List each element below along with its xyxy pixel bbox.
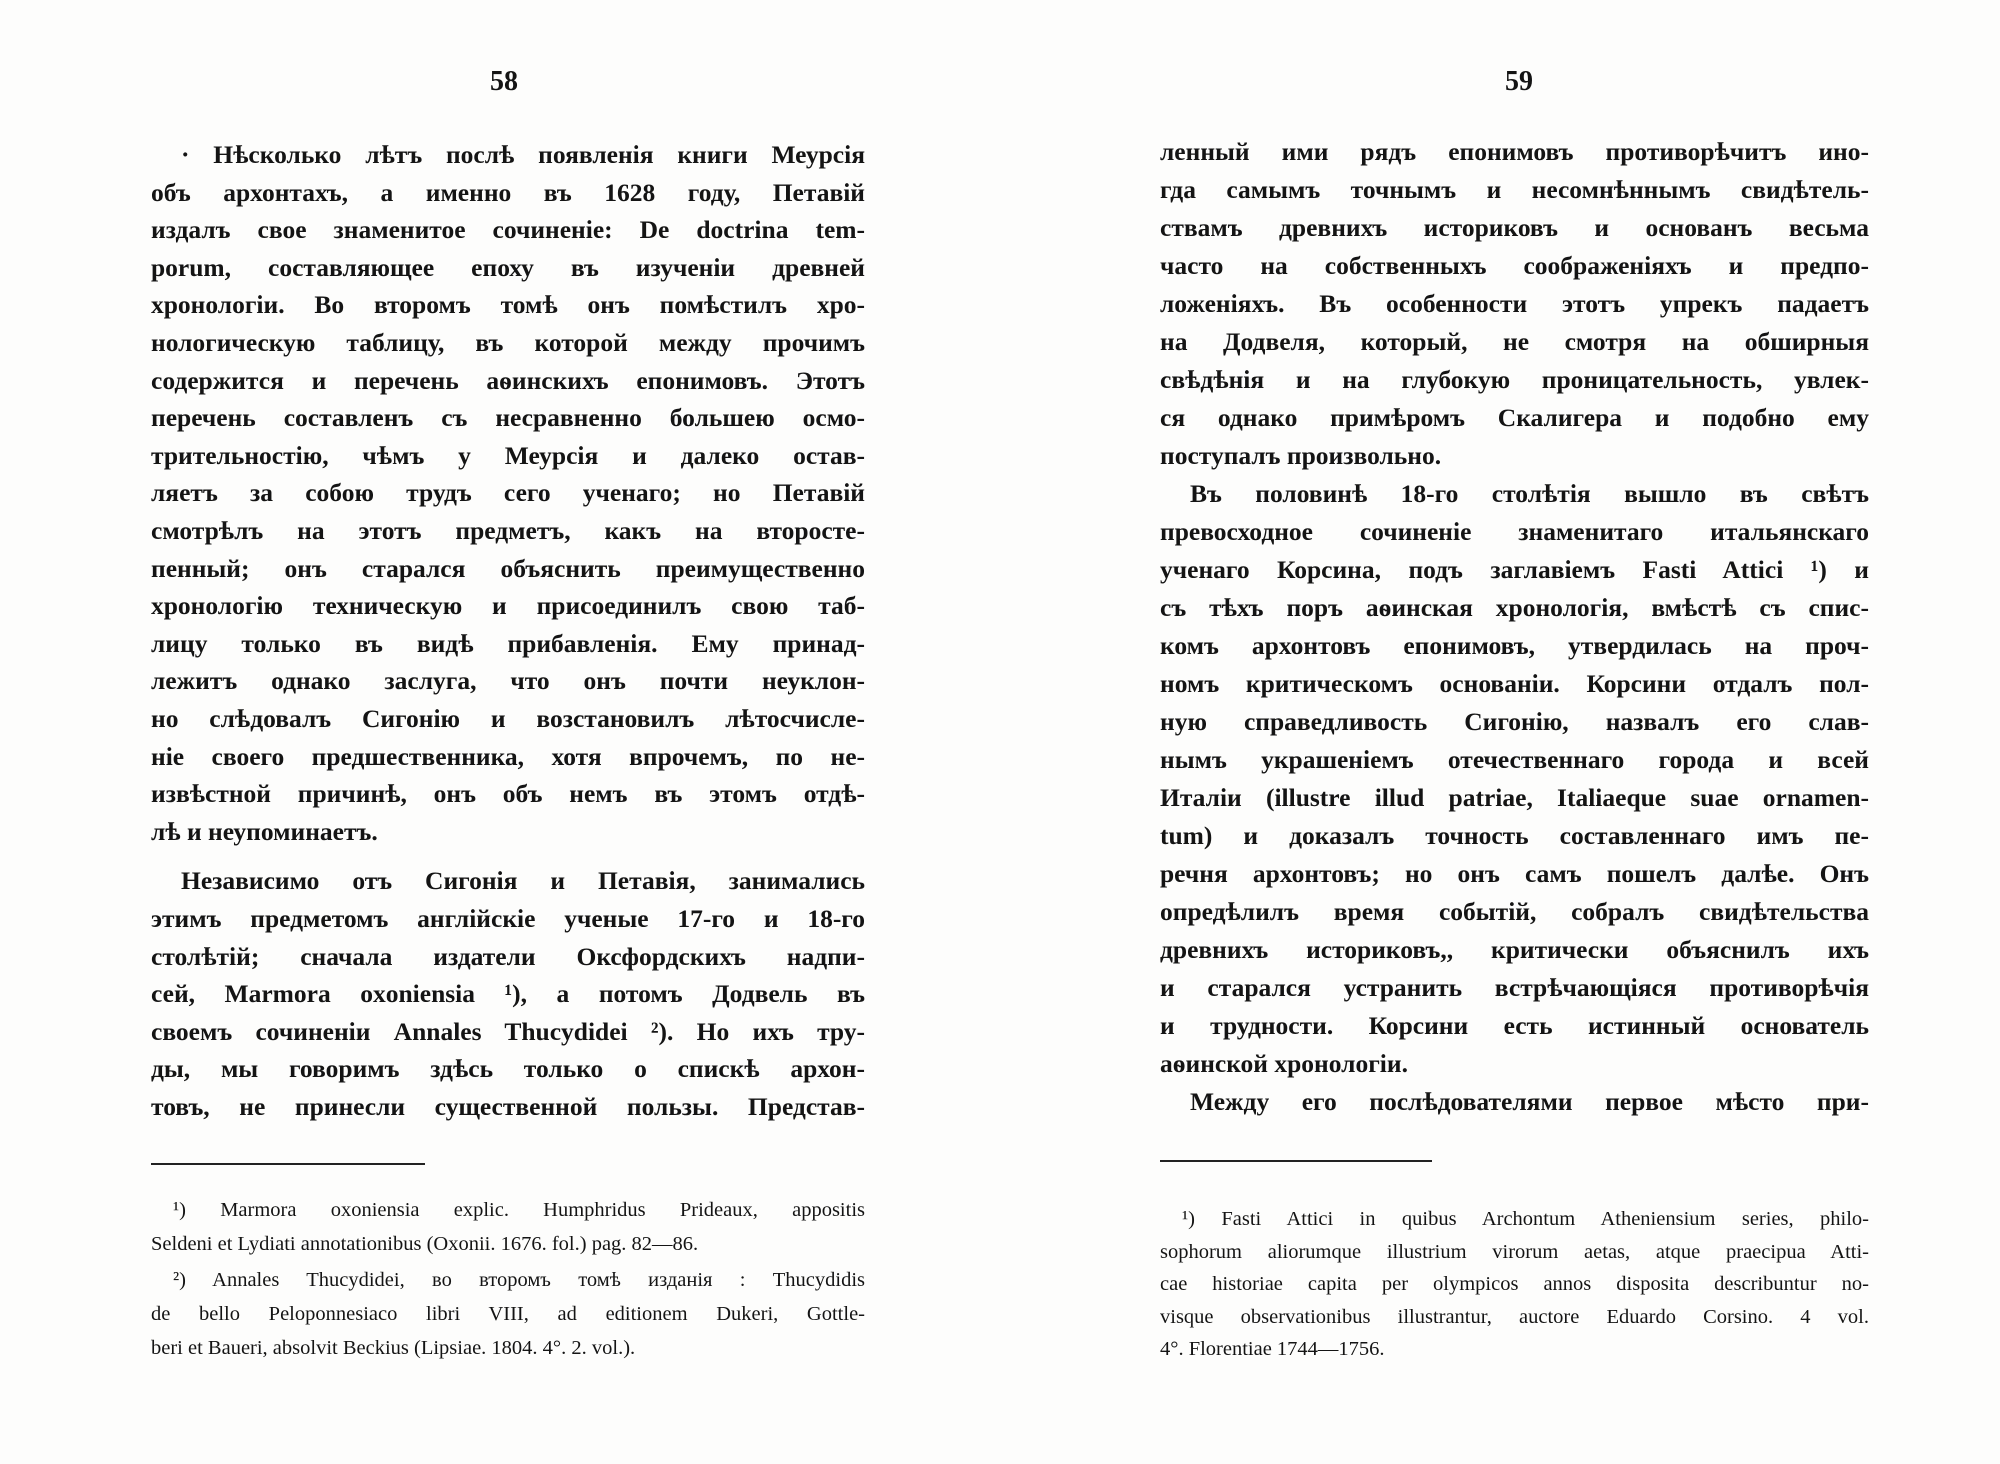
text-line: Въ половинѣ 18-го столѣтія вышло въ свѣтъ: [1190, 479, 1869, 508]
text-line: ніе своего предшественника, хотя впрочемъ, по не-: [151, 741, 865, 771]
text-line: ся однако примѣромъ Скалигера и подобно ему: [1160, 403, 1869, 432]
text-line: porum, составляющее епоху въ изученіи древней: [151, 252, 865, 282]
text-line: ложеніяхъ. Въ особенности этотъ упрекъ падаетъ: [1160, 289, 1869, 318]
text-line: смотрѣлъ на этотъ предметъ, какъ на второсте-: [151, 516, 865, 545]
text-line: трительностію, чѣмъ у Меурсія и далеко остав-: [151, 440, 865, 470]
text-line: издалъ свое знаменитое сочиненіе: De doctrina tem-: [151, 215, 865, 245]
footnote-line: cae historiae capita per olympicos annos disposita describuntur no-: [1160, 1273, 1869, 1295]
footnote-line: ¹) Fasti Attici in quibus Archontum Atheniensium series, philo-: [1182, 1208, 1869, 1230]
text-line: перечень составленъ съ несравненно большею осмо-: [151, 403, 865, 433]
footnote-line: sophorum aliorumque illustrium virorum aetas, atque praecipua Atti-: [1160, 1240, 1869, 1263]
text-line: ную справедливость Сигонію, назвалъ его слав-: [1160, 707, 1869, 736]
footnote-line: de bello Peloponnesiaco libri VIII, ad editionem Dukeri, Gottle-: [151, 1303, 865, 1325]
footnote-line: visque observationibus illustrantur, auctore Eduardo Corsino. 4 vol.: [1160, 1305, 1869, 1328]
text-line: нологическую таблицу, въ которой между прочимъ: [151, 328, 865, 357]
text-line: комъ архонтовъ епонимовъ, утвердилась на проч-: [1160, 631, 1869, 660]
text-line: номъ критическомъ основаніи. Корсини отдалъ пол-: [1160, 669, 1869, 698]
text-line: и старался устранить встрѣчающіяся противорѣчія: [1160, 973, 1869, 1002]
page-number: 59: [1505, 66, 1533, 97]
text-line: этимъ предметомъ англійскіе ученые 17-го и 18-го: [151, 904, 865, 933]
text-line: ляетъ за собою трудъ сего ученаго; но Петавій: [151, 478, 865, 508]
footnote-line: beri et Baueri, absolvit Beckius (Lipsiae. 1804. 4°. 2. vol.).: [151, 1337, 636, 1359]
text-line: Италіи (illustre illud patriae, Italiaeque suae ornamen-: [1160, 783, 1869, 812]
text-line: Между его послѣдователями первое мѣсто при-: [1190, 1087, 1869, 1116]
text-line: аѳинской хронологіи.: [1160, 1049, 1408, 1078]
text-line: Независимо отъ Сигонія и Петавія, занимались: [181, 866, 865, 896]
text-line: извѣстной причинѣ, онъ объ немъ въ этомъ отдѣ-: [151, 779, 865, 809]
footnote-divider: [1160, 1160, 1432, 1162]
text-line: превосходное сочиненіе знаменитаго итальянскаго: [1160, 517, 1869, 546]
text-line: нымъ украшеніемъ отечественнаго города и всей: [1160, 745, 1869, 774]
text-line: · Нѣсколько лѣтъ послѣ появленія книги Меурсія: [181, 140, 865, 169]
text-line: ствамъ древнихъ историковъ и основанъ весьма: [1160, 213, 1869, 242]
footnote-divider: [151, 1163, 425, 1165]
text-line: хронологіи. Во второмъ томѣ онъ помѣстилъ хро-: [151, 290, 865, 320]
text-line: часто на собственныхъ соображеніяхъ и предпо-: [1160, 251, 1869, 280]
text-line: объ архонтахъ, а именно въ 1628 году, Петавій: [151, 177, 865, 207]
text-line: речня архонтовъ; но онъ самъ пошелъ далѣе. Онъ: [1160, 859, 1869, 888]
text-line: лѣ и неупоминаетъ.: [151, 816, 378, 846]
text-line: сей, Marmora oxoniensia ¹), а потомъ Додвель въ: [151, 979, 865, 1009]
text-line: древнихъ историковъ,, критически объяснилъ ихъ: [1160, 935, 1869, 964]
text-line: tum) и доказалъ точность составленнаго имъ пе-: [1160, 821, 1869, 850]
text-line: лежитъ однако заслуга, что онъ почти неуклон-: [151, 666, 865, 696]
text-line: пенный; онъ старался объяснить преимущественно: [151, 553, 865, 583]
text-line: товъ, не принесли существенной пользы. Представ-: [151, 1092, 865, 1121]
text-line: гда самымъ точнымъ и несомнѣннымъ свидѣтель-: [1160, 175, 1869, 204]
text-line: столѣтій; сначала издатели Оксфордскихъ надпи-: [151, 941, 865, 971]
text-line: но слѣдовалъ Сигонію и возстановилъ лѣтосчисле-: [151, 704, 865, 733]
text-line: свѣдѣнія и на глубокую проницательность, увлек-: [1160, 365, 1869, 394]
page-59: [1000, 0, 2000, 1464]
footnote-line: Seldeni et Lydiati annotationibus (Oxonii. 1676. fol.) pag. 82—86.: [151, 1233, 699, 1255]
page-number: 58: [490, 66, 518, 97]
footnote-line: 4°. Florentiae 1744—1756.: [1160, 1338, 1385, 1360]
text-line: ленный ими рядъ епонимовъ противорѣчитъ ино-: [1160, 137, 1869, 166]
text-line: на Додвеля, который, не смотря на обширныя: [1160, 327, 1869, 356]
text-line: лицу только въ видѣ прибавленія. Ему принад-: [151, 628, 865, 658]
text-line: своемъ сочиненіи Annales Thucydidei ²). Но ихъ тру-: [151, 1016, 865, 1046]
text-line: опредѣлилъ время событій, собралъ свидѣтельства: [1160, 897, 1869, 926]
text-line: хронологію техническую и присоединилъ свою таб-: [151, 591, 865, 621]
text-line: содержится и перечень аѳинскихъ епонимовъ. Этотъ: [151, 365, 865, 395]
footnote-line: ¹) Marmora oxoniensia explic. Humphridus Prideaux, appositis: [173, 1199, 865, 1221]
text-line: и трудности. Корсини есть истинный основатель: [1160, 1011, 1869, 1040]
text-line: поступалъ произвольно.: [1160, 441, 1442, 470]
text-line: съ тѣхъ поръ аѳинская хронологія, вмѣстѣ съ спис-: [1160, 593, 1869, 622]
footnote-line: ²) Annales Thucydidei, во второмъ томѣ изданія : Thucydidis: [173, 1269, 865, 1291]
text-line: ды, мы говоримъ здѣсь только о спискѣ архон-: [151, 1054, 865, 1084]
text-line: ученаго Корсина, подъ заглавіемъ Fasti Attici ¹) и: [1160, 555, 1869, 584]
